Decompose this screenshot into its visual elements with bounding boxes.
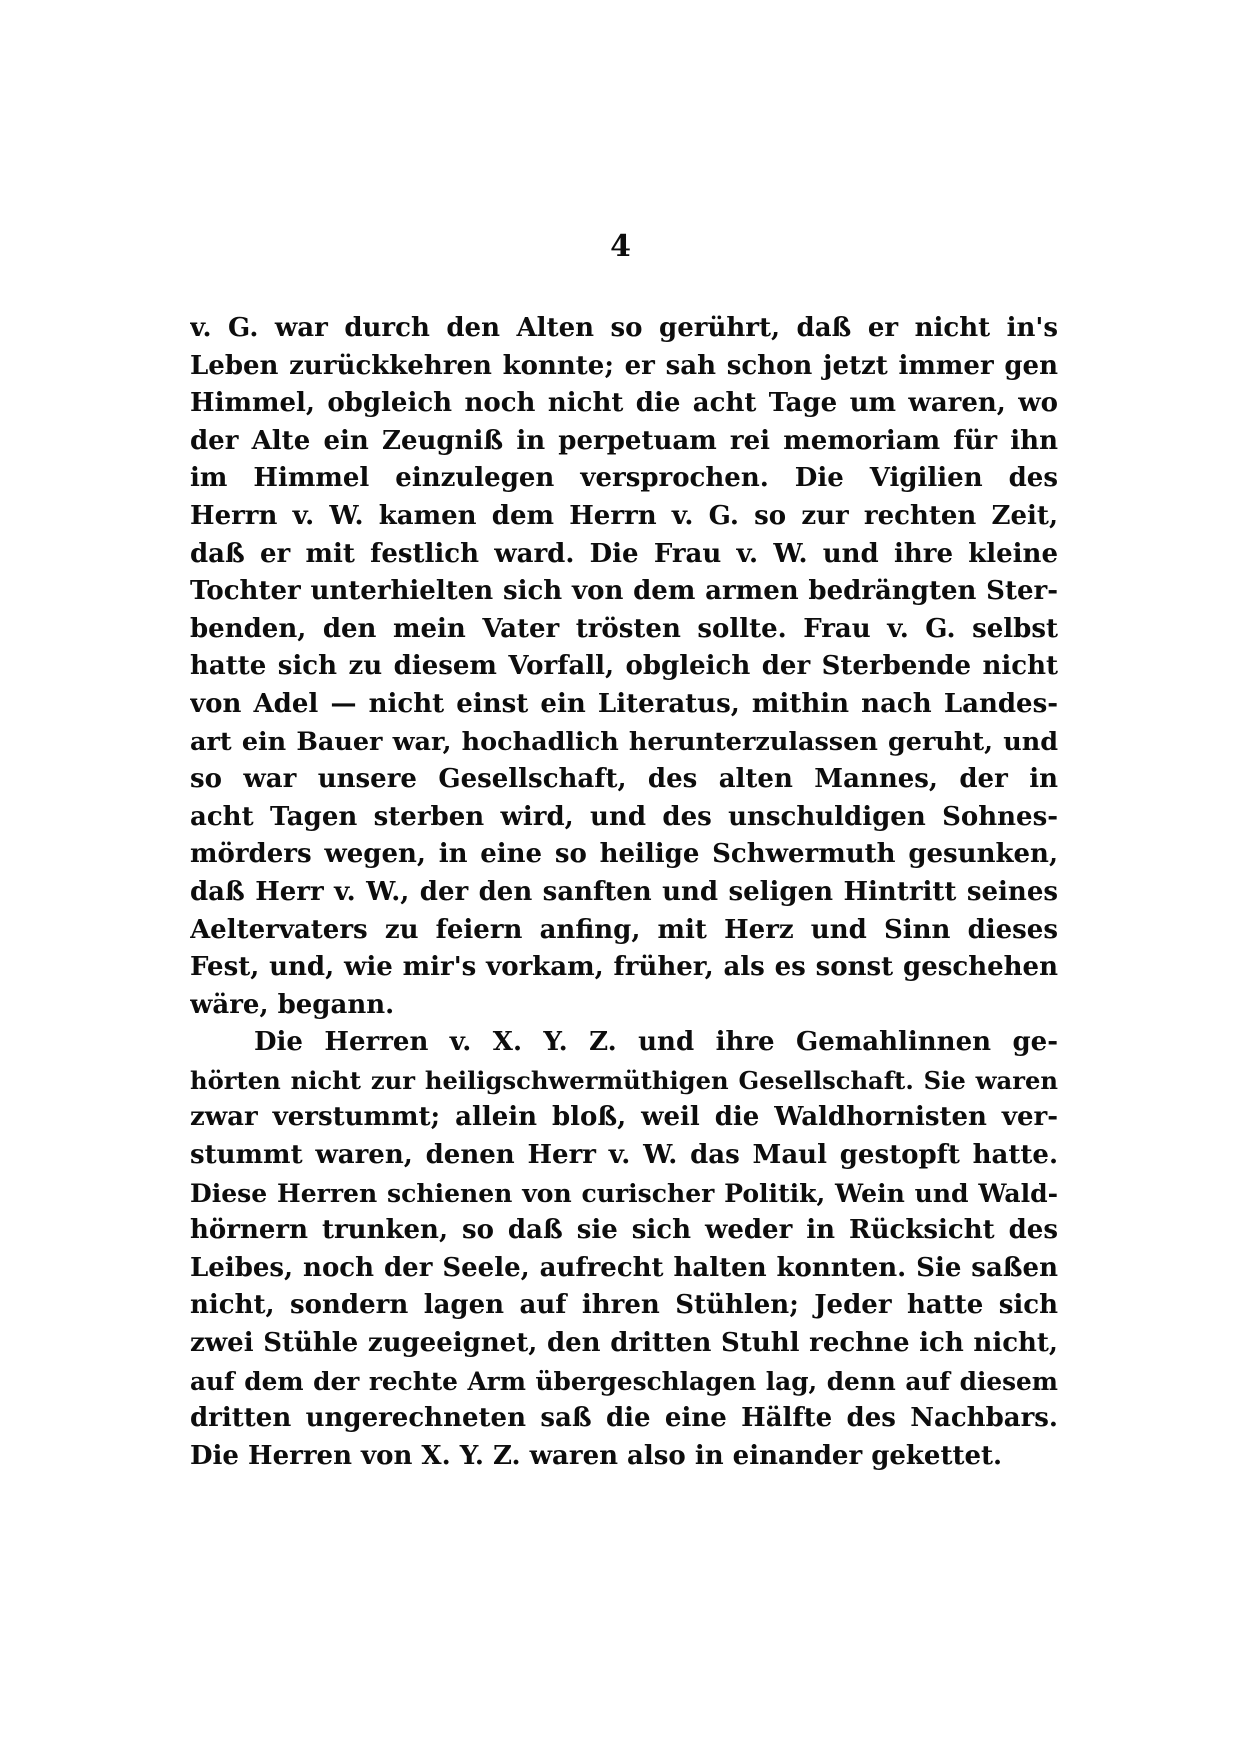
text-line: daß Herr v. W., der den sanften und seligen Hintritt seines [190,876,1058,907]
text-line: zwei Stühle zugeeignet, den dritten Stuhl rechne ich nicht, [190,1328,1058,1359]
text-line: Fest, und, wie mir's vorkam, früher, als es sonst geschehen [190,952,1058,983]
text-line: v. G. war durch den Alten so gerührt, daß er nicht in's [190,313,1058,343]
text-line: im Himmel einzulegen versprochen. Die Vigilien des [190,463,1058,494]
text-line: wäre, begann. [190,989,395,1020]
text-line: art ein Bauer war, hochadlich herunterzulassen geruht, und [190,726,1058,757]
text-line: Leibes, noch der Seele, aufrecht halten konnten. Sie saßen [190,1252,1058,1283]
text-line: auf dem der rechte Arm übergeschlagen lag, denn auf diesem [190,1366,1058,1396]
text-line: zwar verstummt; allein bloß, weil die Waldhornisten ver- [190,1102,1058,1133]
text-line: Die Herren v. X. Y. Z. und ihre Gemahlinnen ge- [254,1027,1058,1058]
text-line: acht Tagen sterben wird, und des unschuldigen Sohnes- [190,801,1058,832]
text-line: stummt waren, denen Herr v. W. das Maul gestopft hatte. [190,1140,1058,1171]
text-line: Herrn v. W. kamen dem Herrn v. G. so zur rechten Zeit, [190,500,1058,531]
body-text [190,310,1058,1475]
text-line: daß er mit festlich ward. Die Frau v. W. und ihre kleine [190,538,1058,569]
text-line: hörnern trunken, so daß sie sich weder in Rücksicht des [190,1215,1058,1246]
text-line: Himmel, obgleich noch nicht die acht Tage um waren, wo [190,388,1058,419]
text-line: Tochter unterhielten sich von dem armen bedrängten Ster- [190,576,1058,607]
text-line: nicht, sondern lagen auf ihren Stühlen; Jeder hatte sich [190,1290,1058,1321]
text-line: so war unsere Gesellschaft, des alten Mannes, der in [190,764,1058,795]
text-line: mörders wegen, in eine so heilige Schwermuth gesunken, [190,839,1058,870]
page-number: 4 [610,229,631,264]
text-line: Die Herren von X. Y. Z. waren also in einander gekettet. [190,1440,1003,1471]
text-line: Aeltervaters zu feiern anfing, mit Herz und Sinn dieses [190,914,1058,945]
text-line: Leben zurückkehren konnte; er sah schon jetzt immer gen [190,350,1058,381]
paragraph-1 [190,310,1058,1024]
paragraph-2 [190,1024,1058,1475]
text-line: hörten nicht zur heiligschwermüthigen Gesellschaft. Sie waren [190,1065,1058,1095]
text-line: von Adel — nicht einst ein Literatus, mithin nach Landes- [190,688,1058,719]
text-line: benden, den mein Vater trösten sollte. Frau v. G. selbst [190,613,1058,644]
text-line: Diese Herren schienen von curischer Politik, Wein und Wald- [190,1177,1058,1208]
text-line: hatte sich zu diesem Vorfall, obgleich der Sterbende nicht [190,651,1058,682]
text-line: der Alte ein Zeugniß in perpetuam rei memoriam für ihn [190,425,1058,456]
text-line: dritten ungerechneten saß die eine Hälfte des Nachbars. [190,1403,1058,1434]
